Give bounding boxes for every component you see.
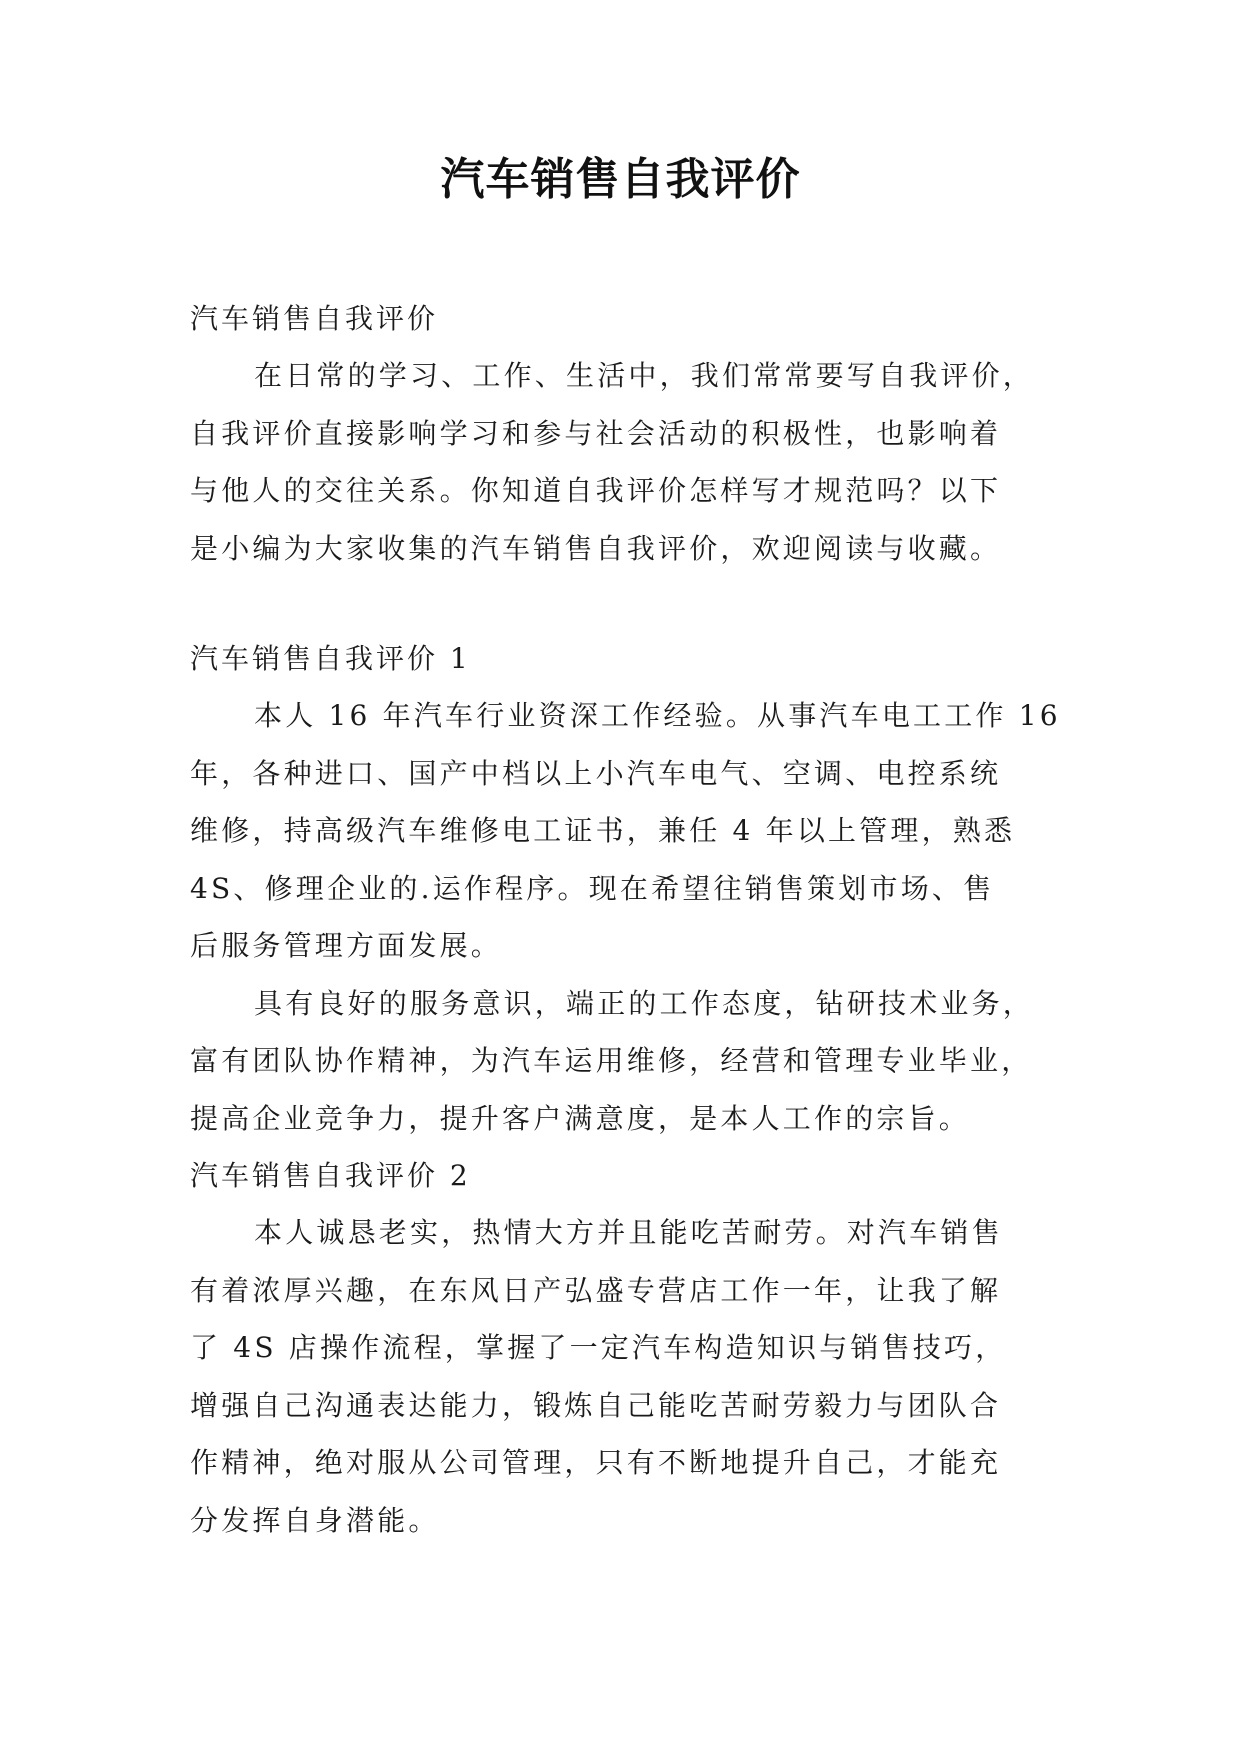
paragraph	[190, 347, 1062, 577]
document-title: 汽车销售自我评价	[440, 154, 801, 205]
text-line: 自我评价直接影响学习和参与社会活动的积极性，也影响着	[190, 416, 1002, 450]
section-intro	[190, 290, 1062, 577]
text-line: 作精神，绝对服从公司管理，只有不断地提升自己，才能充	[190, 1446, 1002, 1479]
text-line: 有着浓厚兴趣，在东风日产弘盛专营店工作一年，让我了解	[190, 1273, 1002, 1307]
text-line: 维修，持高级汽车维修电工证书，兼任 4 年以上管理，熟悉	[190, 814, 1016, 847]
spacer	[190, 577, 1062, 630]
section-heading: 汽车销售自我评价 2	[190, 1159, 471, 1192]
section-1	[190, 630, 1062, 1147]
text-line: 分发挥自身潜能。	[190, 1503, 440, 1537]
paragraph	[190, 687, 1062, 975]
paragraph	[190, 975, 1062, 1148]
text-line: 提高企业竞争力，提升客户满意度，是本人工作的宗旨。	[190, 1101, 971, 1135]
text-line: 后服务管理方面发展。	[190, 929, 503, 962]
text-line: 4S、修理企业的.运作程序。现在希望往销售策划市场、售	[190, 871, 995, 905]
text-line: 在日常的学习、工作、生活中，我们常常要写自我评价，	[254, 359, 1035, 392]
text-line: 增强自己沟通表达能力，锻炼自己能吃苦耐劳毅力与团队合	[190, 1388, 1002, 1422]
text-line: 与他人的交往关系。你知道自我评价怎样写才规范吗？以下	[190, 474, 1002, 507]
paragraph	[190, 1204, 1062, 1549]
text-line: 年，各种进口、国产中档以上小汽车电气、空调、电控系统	[190, 756, 1002, 790]
text-line: 本人 16 年汽车行业资深工作经验。从事汽车电工工作 16	[254, 699, 1061, 732]
text-line: 是小编为大家收集的汽车销售自我评价，欢迎阅读与收藏。	[190, 531, 1002, 565]
section-heading: 汽车销售自我评价	[190, 302, 439, 335]
document-body	[190, 290, 1062, 1549]
text-line: 了 4S 店操作流程，掌握了一定汽车构造知识与销售技巧，	[190, 1331, 1007, 1364]
text-line: 本人诚恳老实，热情大方并且能吃苦耐劳。对汽车销售	[254, 1216, 1003, 1249]
text-line: 富有团队协作精神，为汽车运用维修，经营和管理专业毕业，	[190, 1044, 1033, 1077]
section-2	[190, 1147, 1062, 1549]
text-line: 具有良好的服务意识，端正的工作态度，钻研技术业务，	[254, 986, 1035, 1020]
section-heading: 汽车销售自我评价 1	[190, 642, 471, 675]
